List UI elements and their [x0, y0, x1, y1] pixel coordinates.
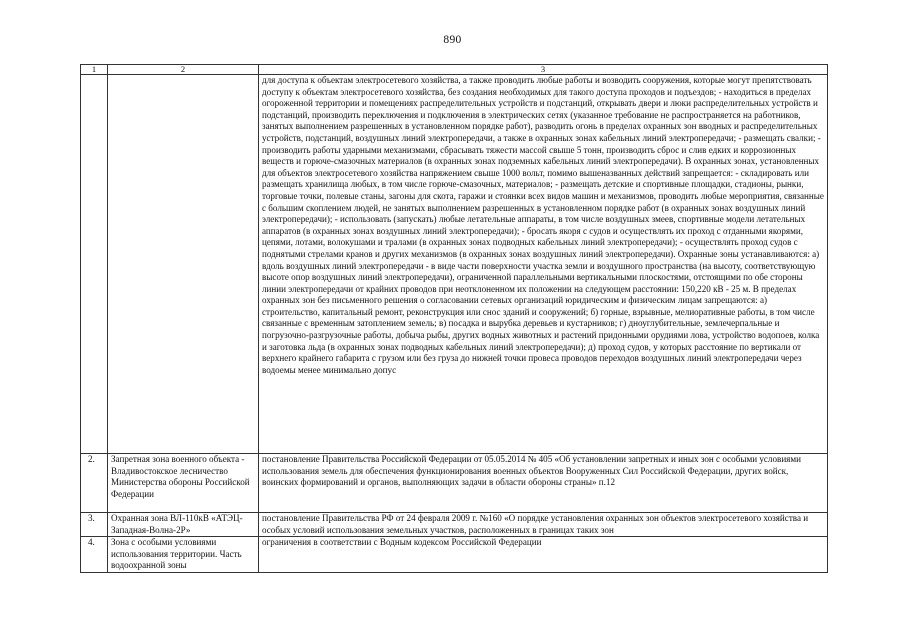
column-header-3: 3: [259, 65, 828, 75]
table-row: [81, 537, 828, 573]
zone-name: Охранная зона ВЛ-110кВ «АТЭЦ-Западная-Волна-2Р»: [108, 513, 259, 537]
table-row: [81, 513, 828, 537]
table-header-row: [81, 65, 828, 75]
row-number: 2.: [81, 454, 108, 513]
zone-description: [259, 75, 828, 454]
column-header-1: 1: [81, 65, 108, 75]
column-header-2: 2: [108, 65, 259, 75]
zone-description: ограничения в соответствии с Водным кодексом Российской Федерации: [259, 537, 828, 573]
row-number: [81, 75, 108, 454]
zone-name: Зона с особыми условиями использования территории. Часть водоохранной зоны: [108, 537, 259, 573]
document-table: [80, 64, 828, 573]
zone-description: постановление Правительства Российской Федерации от 05.05.2014 № 405 «Об установлении запретных и иных зон с особыми условиями использования земель для обеспечения функционирования военных объектов Вооруженных Сил Российской Федерации, других войск, воинских формирований и органов, выполняющих задачи в области обороны страны» п.12: [259, 454, 828, 513]
zone-description: постановление Правительства РФ от 24 февраля 2009 г. №160 «О порядке установления охранных зон объектов электросетевого хозяйства и особых условий использования земельных участков, расположенных в границах таких зон: [259, 513, 828, 537]
table-row: [81, 75, 828, 454]
zone-name: [108, 75, 259, 454]
zone-description-text: для доступа к объектам электросетевого хозяйства, а также проводить любые работы и возводить сооружения, которые могут препятствовать доступу к объектам электросетевого хозяйства, без создания необходимых для такого доступа проходов и подъездов; - находиться в пределах огороженной территории и помещениях распределительных устройств и подстанций, открывать двери и люки распределительных устройств и подстанций, производить переключения и подключения в электрических сетях (указанное требование не распространяется на работников, занятых выполнением разрешенных в установленном порядке работ), разводить огонь в пределах охранных зон вводных и распределительных устройств, подстанций, воздушных линий электропередачи, а также в охранных зонах кабельных линий электропередачи; - размещать свалки; - производить работы ударными механизмами, сбрасывать тяжести массой свыше 5 тонн, производить сброс и слив едких и коррозионных веществ и горюче-смазочных материалов (в охранных зонах подземных кабельных линий электропередачи). В охранных зонах, установленных для объектов электросетевого хозяйства напряжением свыше 1000 вольт, помимо вышеназванных действий запрещается: - складировать или размещать хранилища любых, в том числе горюче-смазочных, материалов; - размещать детские и спортивные площадки, стадионы, рынки, торговые точки, полевые станы, загоны для скота, гаражи и стоянки всех видов машин и механизмов, проводить любые мероприятия, связанные с большим скоплением людей, не занятых выполнением разрешенных в установленном порядке работ (в охранных зонах воздушных линий электропередачи); - использовать (запускать) любые летательные аппараты, в том числе воздушных змеев, спортивные модели летательных аппаратов (в охранных зонах воздушных линий электропередачи); - бросать якоря с судов и осуществлять их проход с отданными якорями, цепями, лотами, волокушами и тралами (в охранных зонах подводных кабельных линий электропередачи); - осуществлять проход судов с поднятыми стрелами кранов и других механизмов (в охранных зонах воздушных линий электропередачи). Охранные зоны устанавливаются: а) вдоль воздушных линий электропередачи - в виде части поверхности участка земли и воздушного пространства (на высоту, соответствующую высоте опор воздушных линий электропередачи), ограниченной параллельными вертикальными плоскостями, отстоящими по обе стороны линии электропередачи от крайних проводов при неотклоненном их положении на следующем расстоянии: 150,220 кВ - 25 м. В пределах охранных зон без письменного решения о согласовании сетевых организаций юридическим и физическим лицам запрещаются: а) строительство, капитальный ремонт, реконструкция или снос зданий и сооружений; б) горные, взрывные, мелиоративные работы, в том числе связанные с временным затоплением земель; в) посадка и вырубка деревьев и кустарников; г) дноуглубительные, землечерпальные и погрузочно-разгрузочные работы, добыча рыбы, других водных животных и растений придонными орудиями лова, устройство водопоев, колка и заготовка льда (в охранных зонах подводных кабельных линий электропередачи); д) проход судов, у которых расстояние по вертикали от верхнего крайнего габарита с грузом или без груза до нижней точки провеса проводов переходов воздушных линий электропередачи через водоемы менее минимально допус: [262, 75, 824, 375]
zone-name: Запретная зона военного объекта - Владивостокское лесничество Министерства обороны Российской Федерации: [108, 454, 259, 513]
row-number: 4.: [81, 537, 108, 573]
table-row: [81, 454, 828, 513]
row-number: 3.: [81, 513, 108, 537]
page-number: 890: [443, 34, 462, 46]
